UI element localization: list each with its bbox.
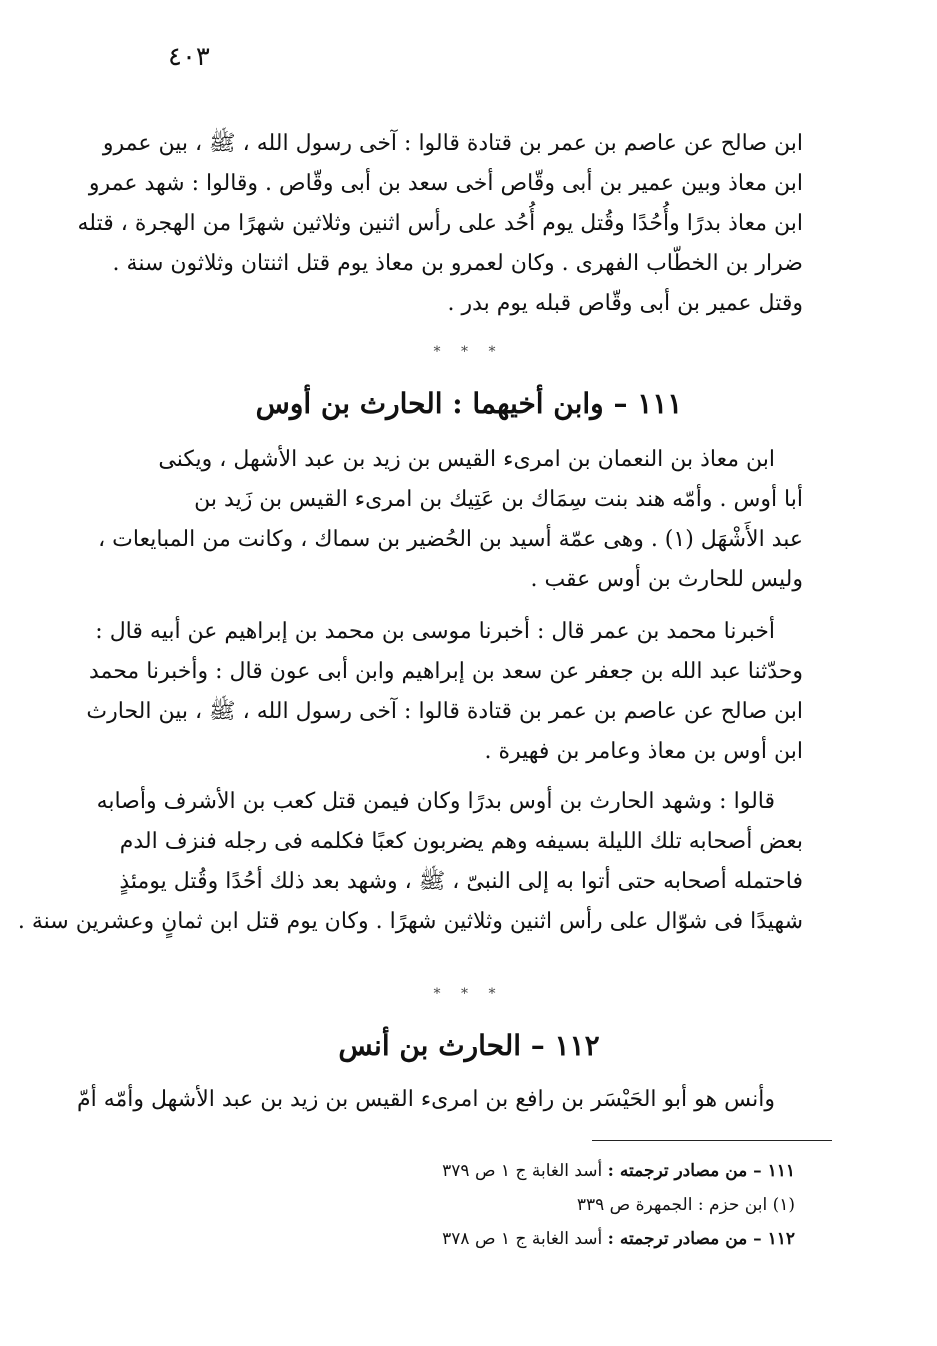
paragraph-2 bbox=[98, 440, 803, 600]
paragraph-3 bbox=[86, 612, 803, 772]
section-heading-111: ١١١ – وابن أخيهما : الحارث بن أوس bbox=[255, 387, 683, 420]
text-line: ابن معاذ بدرًا وأُحُدًا وقُتل يوم أُحُد على رأس اثنين وثلاثين شهرًا من الهجرة ، قتله bbox=[77, 211, 803, 236]
page-number: ٤٠٣ bbox=[168, 42, 210, 72]
footnote-rule bbox=[592, 1140, 832, 1141]
text-line: وقتل عمير بن أبى وقّاص قبله يوم بدر . bbox=[447, 291, 803, 316]
text-line: ابن صالح عن عاصم بن عمر بن قتادة قالوا : آخى رسول الله ، ﷺ ، بين عمرو bbox=[102, 131, 803, 156]
text-line: أخبرنا محمد بن عمر قال : أخبرنا موسى بن محمد بن إبراهيم عن أبيه قال : bbox=[95, 619, 775, 644]
text-line: عبد الأَشْهَل (١) . وهى عمّة أسيد بن الحُضير بن سماك ، وكانت من المبايعات ، bbox=[98, 527, 803, 552]
text-line: قالوا : وشهد الحارث بن أوس بدرًا وكان فيمن قتل كعب بن الأشرف وأصابه bbox=[96, 789, 775, 814]
text-line: بعض أصحابه تلك الليلة بسيفه وهم يضربون كعبًا فكلمه فى رجله فنزف الدم bbox=[119, 829, 803, 854]
text-line: ابن معاذ بن النعمان بن امرىء القيس بن زيد بن عبد الأشهل ، ويكنى bbox=[158, 447, 775, 472]
footnote bbox=[300, 1222, 795, 1256]
text-line: وحدّثنا عبد الله بن جعفر عن سعد بن إبراهيم وابن أبى عون قال : وأخبرنا محمد bbox=[88, 659, 803, 684]
paragraph-1 bbox=[77, 124, 803, 324]
text-line: ابن معاذ وبين عمير بن أبى وقّاص أخى سعد بن أبى وقّاص . وقالوا : شهد عمرو bbox=[88, 171, 803, 196]
text-line: شهيدًا فى شوّال على رأس اثنين وثلاثين شهرًا . وكان يوم قتل ابن ثمانٍ وعشرين سنة . bbox=[17, 909, 803, 934]
text-line: ابن أوس بن معاذ وعامر بن فهيرة . bbox=[484, 739, 803, 764]
footnote bbox=[300, 1154, 795, 1188]
footnote-text: أسد الغابة ج ١ ص ٣٧٩ bbox=[442, 1161, 608, 1181]
footnotes bbox=[300, 1154, 795, 1256]
section-heading-112: ١١٢ – الحارث بن أنس bbox=[338, 1029, 600, 1062]
section-divider: * * * bbox=[433, 344, 504, 360]
paragraph-5 bbox=[76, 1080, 803, 1120]
text-line: ابن صالح عن عاصم بن عمر بن قتادة قالوا : آخى رسول الله ، ﷺ ، بين الحارث bbox=[86, 699, 803, 724]
paragraph-4 bbox=[17, 782, 803, 942]
text-line: وأنس هو أبو الحَيْسَر بن رافع بن امرىء القيس بن زيد بن عبد الأشهل وأمّه أمّ bbox=[76, 1087, 775, 1112]
footnote-label: ١١٢ – من مصادر ترجمته : bbox=[607, 1229, 795, 1249]
text-line: فاحتمله أصحابه حتى أتوا به إلى النبىّ ، ﷺ ، وشهد بعد ذلك أحُدًا وقُتل يومئذٍ bbox=[119, 869, 803, 894]
section-divider: * * * bbox=[433, 986, 504, 1002]
footnote-label: ١١١ – من مصادر ترجمته : bbox=[607, 1161, 795, 1181]
footnote-text: أسد الغابة ج ١ ص ٣٧٨ bbox=[442, 1229, 608, 1249]
text-line: وليس للحارث بن أوس عقب . bbox=[530, 567, 803, 592]
footnote bbox=[300, 1188, 795, 1222]
footnote-text: (١) ابن حزم : الجمهرة ص ٣٣٩ bbox=[576, 1195, 795, 1215]
text-line: أبا أوس . وأمّه هند بنت سِمَاك بن عَتِيك بن امرىء القيس بن زَيد بن bbox=[194, 487, 803, 512]
text-line: ضرار بن الخطّاب الفهرى . وكان لعمرو بن معاذ يوم قتل اثنتان وثلاثون سنة . bbox=[112, 251, 803, 276]
